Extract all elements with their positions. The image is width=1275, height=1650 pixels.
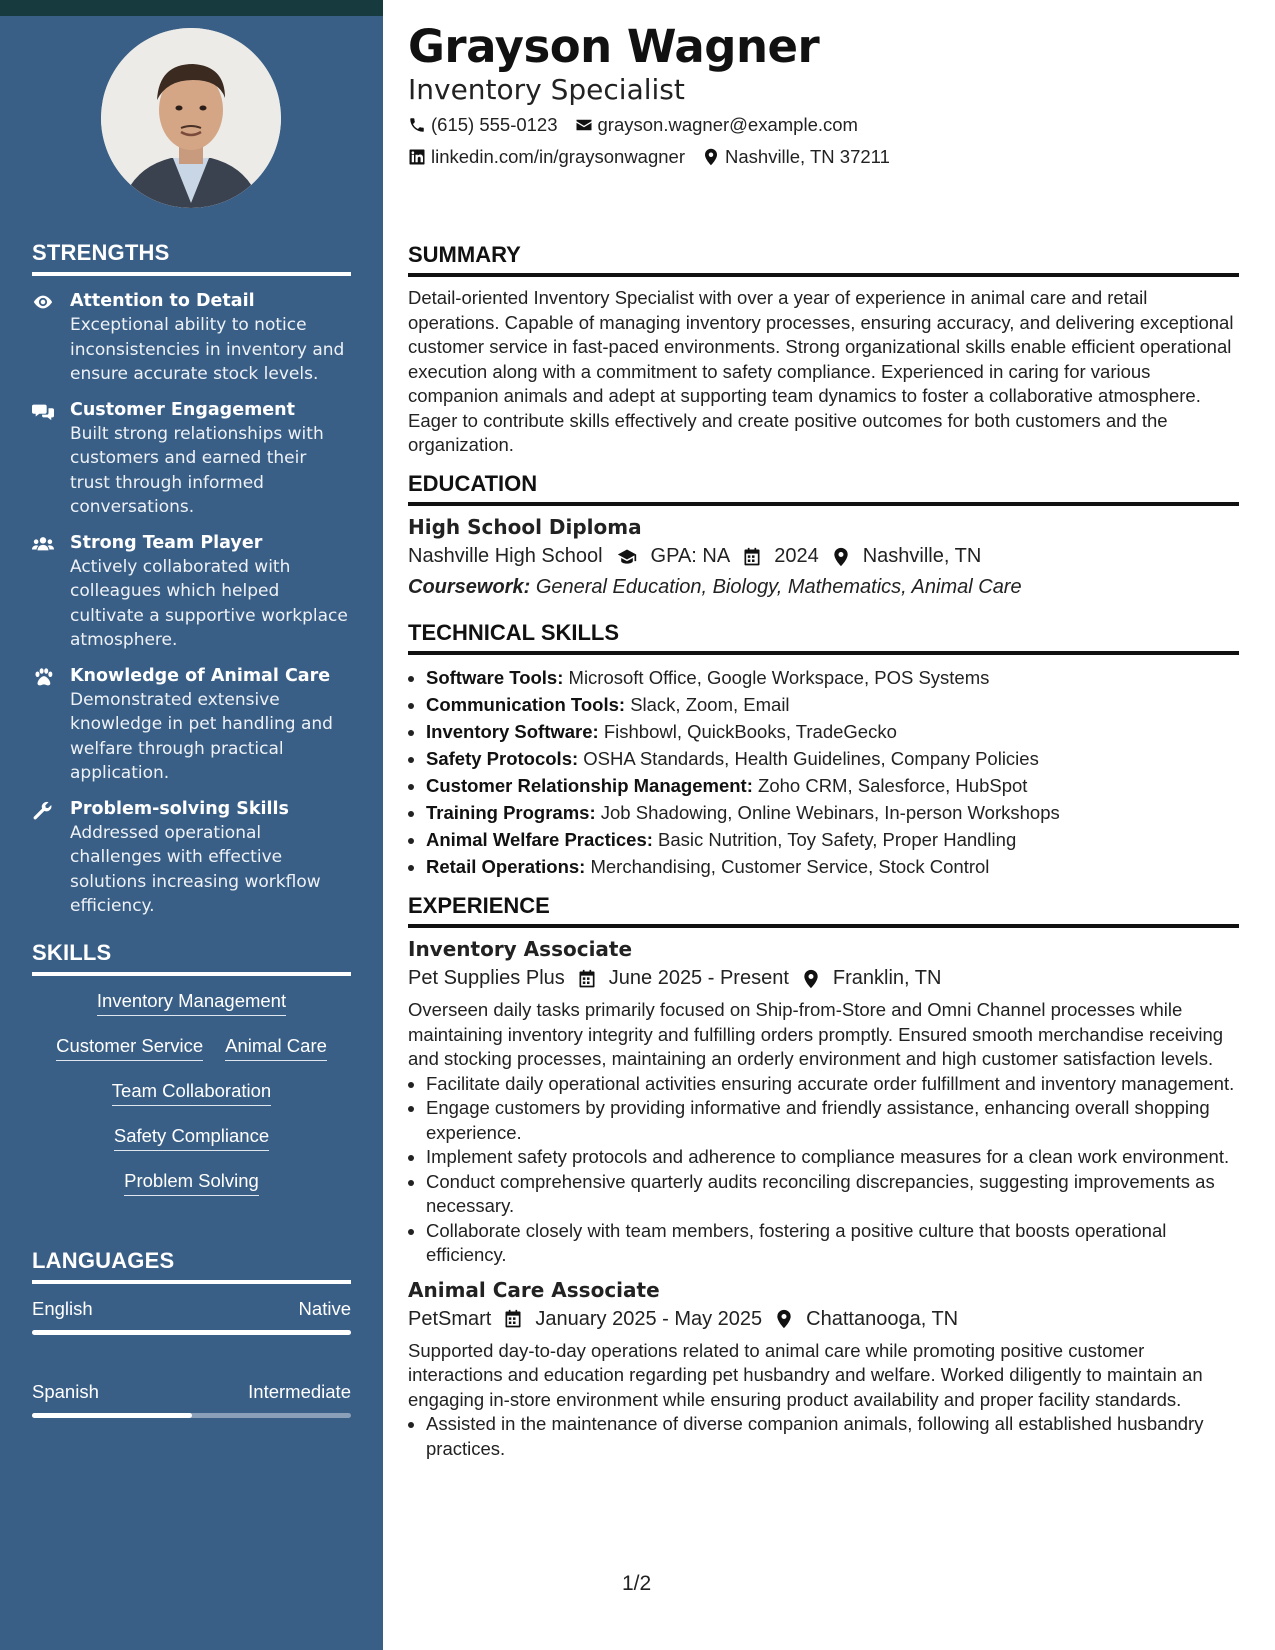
job-bullets	[408, 1072, 1239, 1268]
list-item: • Assisted in the maintenance of diverse companion animals, following all established husbandry practices.	[426, 1412, 1239, 1461]
skill-chip: Inventory Management	[97, 990, 286, 1016]
school-text: Nashville High School	[408, 545, 603, 567]
page-number: 1/2	[622, 1572, 652, 1595]
skill-label: Retail Operations:	[426, 856, 586, 877]
job-dates	[577, 967, 789, 990]
phone-contact	[408, 114, 558, 136]
skill-value: Basic Nutrition, Toy Safety, Proper Handling	[658, 829, 1017, 850]
job-title: Animal Care Associate	[408, 1277, 660, 1302]
language-item	[32, 1298, 351, 1335]
language-bar-fill	[32, 1330, 351, 1335]
list-item	[426, 745, 1239, 772]
candidate-title: Inventory Specialist	[408, 73, 685, 106]
technical-skills-heading: TECHNICAL SKILLS	[408, 620, 1239, 655]
skill-value: Merchandising, Customer Service, Stock Control	[590, 856, 990, 877]
job-location	[774, 1308, 958, 1331]
company-text: PetSmart	[408, 1307, 492, 1330]
job-entry	[408, 937, 1239, 1268]
phone-text: (615) 555-0123	[431, 114, 558, 135]
education-heading: EDUCATION	[408, 471, 1239, 506]
comments-icon	[32, 399, 70, 520]
skill-chip: Team Collaboration	[112, 1080, 271, 1106]
job-summary: Supported day-to-day operations related to animal care while promoting positive customer interactions and education regarding pet husbandry and welfare. Worked diligently to maintain an engaging in-store environment while ensuring product availability and proper facility standards.	[408, 1339, 1203, 1410]
job-summary: Overseen daily tasks primarily focused on Ship-from-Store and Omni Channel processes while maintaining inventory integrity and fulfilling orders promptly. Ensured smooth merchandise receiving and stocking processes, maintaining an orderly environment and high customer satisfaction levels.	[408, 999, 1224, 1069]
skill-value: Zoho CRM, Salesforce, HubSpot	[758, 775, 1028, 796]
education-location-text: Nashville, TN	[862, 545, 982, 567]
language-level: Intermediate	[248, 1381, 351, 1402]
email-contact[interactable]	[575, 114, 858, 136]
location-text: Franklin, TN	[832, 967, 942, 989]
summary-section	[408, 242, 1239, 458]
coursework-label: Coursework:	[408, 576, 531, 598]
linkedin-icon	[408, 148, 426, 166]
skill-value: Job Shadowing, Online Webinars, In-person Workshops	[600, 802, 1060, 823]
dates-text: June 2025 - Present	[608, 967, 789, 989]
strength-title: Customer Engagement	[70, 399, 296, 420]
location-text: Chattanooga, TN	[806, 1307, 959, 1330]
strength-desc: Exceptional ability to notice inconsistencies in inventory and ensure accurate stock levels.	[70, 315, 345, 384]
users-icon	[32, 532, 70, 653]
education-meta	[408, 545, 1239, 568]
linkedin-text[interactable]: linkedin.com/in/graysonwagner	[431, 146, 685, 167]
skill-value: Slack, Zoom, Email	[630, 694, 790, 715]
sidebar	[0, 16, 383, 1650]
language-level: Native	[298, 1298, 351, 1319]
job-dates	[503, 1308, 762, 1331]
strengths-section	[32, 240, 351, 931]
school-name	[408, 545, 603, 568]
skill-value: OSHA Standards, Health Guidelines, Company Policies	[583, 748, 1039, 769]
education-location	[831, 545, 982, 568]
language-name: English	[32, 1298, 93, 1319]
skill-chip: Safety Compliance	[114, 1125, 269, 1151]
strength-desc: Addressed operational challenges with effective solutions increasing workflow efficiency.	[70, 822, 321, 916]
job-bullets	[408, 1412, 1239, 1461]
skill-label: Training Programs:	[426, 802, 596, 823]
list-item: • Facilitate daily operational activities ensuring accurate order fulfillment and inventory management.	[426, 1072, 1239, 1097]
strength-title: Problem-solving Skills	[70, 798, 289, 819]
list-item	[426, 664, 1239, 691]
list-item: • Implement safety protocols and adherence to compliance measures for a clean work environment.	[426, 1145, 1239, 1170]
map-marker-icon	[801, 969, 821, 989]
candidate-name: Grayson Wagner	[408, 20, 820, 73]
strength-item	[32, 532, 351, 653]
wrench-icon	[32, 798, 70, 919]
strength-title: Strong Team Player	[70, 532, 263, 553]
skill-label: Customer Relationship Management:	[426, 775, 753, 796]
strength-desc: Built strong relationships with customers and earned their trust through informed conversations.	[70, 423, 324, 517]
summary-heading: SUMMARY	[408, 242, 1239, 277]
strength-item	[32, 399, 351, 520]
list-item	[426, 691, 1239, 718]
skill-value: Microsoft Office, Google Workspace, POS Systems	[568, 667, 990, 688]
gpa-item	[615, 545, 731, 568]
list-item	[426, 853, 1239, 880]
list-item: • Collaborate closely with team members, fostering a positive culture that boosts operational efficiency.	[426, 1219, 1239, 1268]
language-bar	[32, 1330, 351, 1335]
profile-photo	[101, 28, 281, 208]
degree-title: High School Diploma	[408, 515, 642, 539]
skill-label: Software Tools:	[426, 667, 564, 688]
year-item	[742, 545, 819, 568]
experience-section	[408, 893, 1239, 1461]
skill-label: Communication Tools:	[426, 694, 626, 715]
skills-section	[32, 940, 351, 1215]
location-contact	[702, 146, 890, 168]
list-item: • Conduct comprehensive quarterly audits reconciling discrepancies, suggesting improvements as necessary.	[426, 1170, 1239, 1219]
dates-text: January 2025 - May 2025	[535, 1307, 763, 1330]
company-name	[408, 1308, 491, 1331]
job-meta	[408, 1308, 1239, 1331]
coursework	[408, 576, 1239, 599]
job-location	[801, 967, 942, 990]
eye-icon	[32, 290, 70, 387]
list-item	[426, 799, 1239, 826]
calendar-icon	[577, 969, 597, 989]
language-name: Spanish	[32, 1381, 99, 1402]
year-text: 2024	[774, 545, 819, 567]
language-item	[32, 1381, 351, 1418]
company-name	[408, 967, 565, 990]
strength-title: Knowledge of Animal Care	[70, 665, 331, 686]
strength-desc: Actively collaborated with colleagues which helped cultivate a supportive workplace atmosphere.	[70, 556, 348, 650]
company-text: Pet Supplies Plus	[408, 967, 565, 989]
calendar-icon	[503, 1309, 523, 1329]
list-item	[426, 772, 1239, 799]
envelope-icon	[575, 116, 593, 134]
strength-item	[32, 290, 351, 387]
strength-item	[32, 798, 351, 919]
email-text[interactable]: grayson.wagner@example.com	[597, 114, 858, 135]
map-marker-icon	[831, 547, 851, 567]
languages-section	[32, 1248, 351, 1442]
map-marker-icon	[774, 1309, 794, 1329]
skill-value: Fishbowl, QuickBooks, TradeGecko	[603, 721, 897, 742]
graduation-cap-icon	[615, 547, 639, 567]
language-bar-fill	[32, 1413, 192, 1418]
languages-heading: LANGUAGES	[32, 1248, 351, 1284]
skill-label: Inventory Software:	[426, 721, 599, 742]
strength-title: Attention to Detail	[70, 291, 255, 311]
job-entry	[408, 1278, 1239, 1462]
skill-label: Animal Welfare Practices:	[426, 829, 653, 850]
skill-chip: Problem Solving	[124, 1170, 259, 1196]
experience-heading: EXPERIENCE	[408, 893, 1239, 928]
phone-icon	[408, 116, 426, 134]
job-title: Inventory Associate	[408, 937, 633, 961]
strengths-heading: STRENGTHS	[32, 240, 351, 276]
strength-item	[32, 665, 351, 786]
location-text: Nashville, TN 37211	[725, 146, 890, 167]
gpa-text: GPA: NA	[650, 545, 731, 567]
calendar-icon	[742, 547, 762, 567]
skills-heading: SKILLS	[32, 940, 351, 976]
job-meta	[408, 967, 1239, 990]
skill-chip: Animal Care	[225, 1035, 327, 1061]
skill-label: Safety Protocols:	[426, 748, 579, 769]
paw-icon	[32, 665, 70, 786]
language-bar	[32, 1413, 351, 1418]
map-marker-icon	[702, 148, 720, 166]
list-item	[426, 718, 1239, 745]
coursework-text: General Education, Biology, Mathematics, Animal Care	[535, 576, 1022, 598]
contact-line-2	[408, 146, 907, 168]
list-item: • Engage customers by providing informative and friendly assistance, enhancing overall shopping experience.	[426, 1096, 1239, 1145]
education-section	[408, 471, 1239, 599]
top-accent-bar	[0, 0, 383, 16]
list-item	[426, 826, 1239, 853]
strength-desc: Demonstrated extensive knowledge in pet handling and welfare through practical application.	[70, 689, 333, 783]
skill-chip: Customer Service	[56, 1035, 203, 1061]
technical-skills-list	[408, 664, 1239, 880]
linkedin-contact[interactable]	[408, 146, 685, 168]
contact-line-1	[408, 114, 875, 136]
technical-skills-section	[408, 620, 1239, 880]
summary-text: Detail-oriented Inventory Specialist with over a year of experience in animal care and retail operations. Capable of managing inventory processes, ensuring accuracy, and delivering exceptional customer service in fast-paced environments. Strong organizational skills enable efficient operational execution along with a commitment to safety compliance. Experienced in caring for various companion animals and adept at supporting team dynamics to foster a collaborative atmosphere. Eager to contribute skills effectively and create positive outcomes for both customers and the organization.	[408, 287, 1234, 455]
